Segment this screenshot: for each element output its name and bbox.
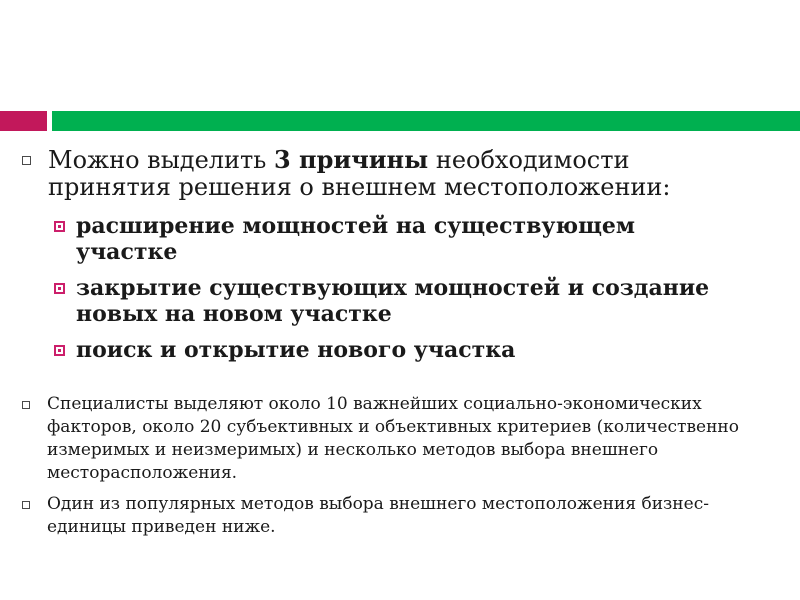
sub-bullet-text: поиск и открытие нового участка: [76, 337, 516, 363]
sub-bullet-list: [54, 213, 782, 363]
filled-square-bullet-icon: [54, 283, 65, 294]
accent-bar-green: [52, 111, 800, 131]
main-text-bold: 3 причины: [273, 145, 429, 174]
hollow-square-bullet-icon: [22, 501, 30, 509]
main-bullet-item: [22, 146, 782, 201]
main-text-post: необходимости принятия решения о внешнем местоположении:: [48, 146, 671, 201]
paragraph-text: Один из популярных методов выбора внешнего местоположения бизнес-единицы приведен ниже.: [47, 494, 709, 537]
paragraph-bullet-item: [22, 493, 782, 539]
main-text-pre: Можно выделить: [48, 146, 274, 174]
accent-bar-magenta: [0, 111, 47, 131]
paragraph-bullet-item: [22, 393, 782, 485]
sub-bullet-text: закрытие существующих мощностей и создание новых на новом участке: [76, 275, 710, 327]
sub-bullet-item: [54, 213, 782, 265]
sub-bullet-item: [54, 337, 782, 363]
filled-square-bullet-icon: [54, 221, 65, 232]
sub-bullet-item: [54, 275, 782, 327]
hollow-square-bullet-icon: [22, 156, 31, 165]
main-bullet-text: [48, 146, 708, 201]
filled-square-bullet-icon: [54, 345, 65, 356]
paragraph-text: Специалисты выделяют около 10 важнейших социально-экономических факторов, около 20 субъективных и объективных критериев (количественно измеримых и неизмеримых) и несколько методов выбора внешнего месторасположения.: [47, 394, 739, 483]
hollow-square-bullet-icon: [22, 401, 30, 409]
secondary-bullet-list: [22, 393, 782, 547]
sub-bullet-text: расширение мощностей на существующем участке: [76, 213, 635, 265]
slide-content: [22, 146, 782, 373]
